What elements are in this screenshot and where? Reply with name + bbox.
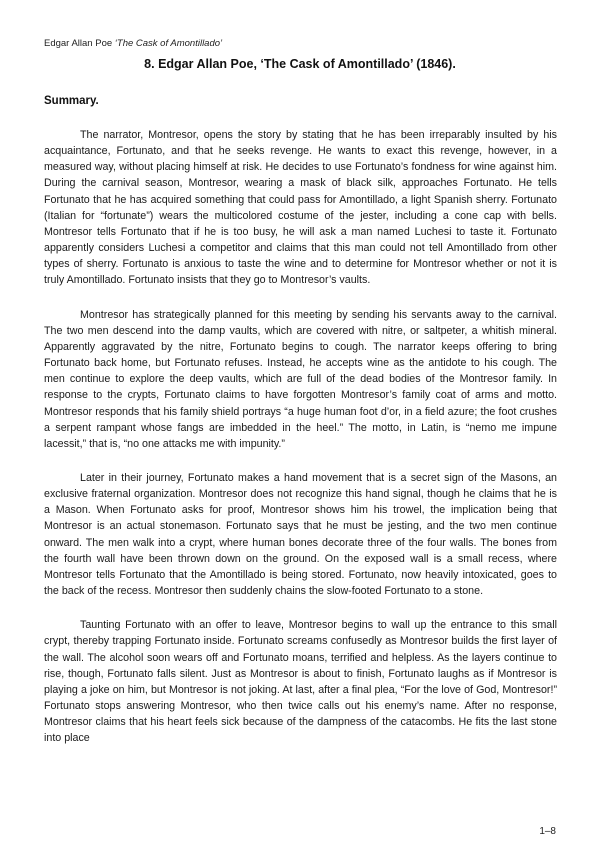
document-title: 8. Edgar Allan Poe, ‘The Cask of Amontillado’ (1846). <box>144 57 456 71</box>
paragraph: Later in their journey, Fortunato makes a hand movement that is a secret sign of the Masons, an exclusive fraternal organization. Montresor does not recognize this hand signal, though he claims that he is a Mason. When Fortunato asks for proof, Montresor shows him his trowel, the implication being that Montresor is an actual stonemason. Fortunato says that he must be jesting, and the two men continue onward. The men walk into a crypt, where human bones decorate three of the four walls. The bones from the fourth wall have been thrown down on the ground. On the exposed wall is a small recess, where Montresor tells Fortunato that the Amontillado is being stored. Fortunato, now heavily intoxicated, goes to the back of the recess. Montresor then suddenly chains the slow-footed Fortunato to a stone. <box>44 471 557 598</box>
summary-body <box>44 127 557 764</box>
header-author: Edgar Allan Poe <box>44 38 113 49</box>
paragraph: Montresor has strategically planned for this meeting by sending his servants away to the carnival. The two men descend into the damp vaults, which are covered with nitre, or saltpeter, a whitish mineral. Apparently aggravated by the nitre, Fortunato begins to cough. The narrator keeps offering to bring Fortunato back home, but Fortunato refuses. Instead, he accepts wine as the antidote to his cough. The men continue to explore the deep vaults, which are full of the dead bodies of the Montresor family. In response to the crypts, Fortunato claims to have forgotten Montresor’s family coat of arms and motto. Montresor responds that his family shield portrays “a huge human foot d’or, in a field azure; the foot crushes a serpent rampant whose fangs are imbedded in the heel.” The motto, in Latin, is “nemo me impune lacessit,” that is, “no one attacks me with impunity.” <box>44 308 557 450</box>
summary-heading: Summary. <box>44 95 99 107</box>
header-work: ‘The Cask of Amontillado’ <box>114 38 223 49</box>
page-number: 1–8 <box>539 826 556 837</box>
running-header <box>44 38 222 49</box>
paragraph: The narrator, Montresor, opens the story by stating that he has been irreparably insulted by his acquaintance, Fortunato, and that he seeks revenge. He wants to exact this revenge, however, in a measured way, without placing himself at risk. He decides to use Fortunato’s fondness for wine against him. During the carnival season, Montresor, wearing a mask of black silk, approaches Fortunato. He tells Fortunato that he has acquired something that could pass for Amontillado, a light Spanish sherry. Fortunato (Italian for “fortunate”) wears the multicolored costume of the jester, including a cone cap with bells. Montresor tells Fortunato that if he is too busy, he will ask a man named Luchesi to taste it. Fortunato apparently considers Luchesi a competitor and claims that this man could not tell Amontillado from other types of sherry. Fortunato is anxious to taste the wine and to determine for Montresor whether or not it is truly Amontillado. Fortunato insists that they go to Montresor’s vaults. <box>44 129 557 287</box>
paragraph: Taunting Fortunato with an offer to leave, Montresor begins to wall up the entrance to this small crypt, thereby trapping Fortunato inside. Fortunato screams confusedly as Montresor builds the first layer of the wall. The alcohol soon wears off and Fortunato moans, terrified and helpless. As the layers continue to rise, though, Fortunato falls silent. Just as Montresor is about to finish, Fortunato laughs as if Montresor is playing a joke on him, but Montresor is not joking. At last, after a final plea, “For the love of God, Montresor!” Fortunato stops answering Montresor, who then twice calls out his enemy’s name. After no response, Montresor claims that his heart feels sick because of the dampness of the catacombs. He fits the last stone into place <box>44 619 557 745</box>
